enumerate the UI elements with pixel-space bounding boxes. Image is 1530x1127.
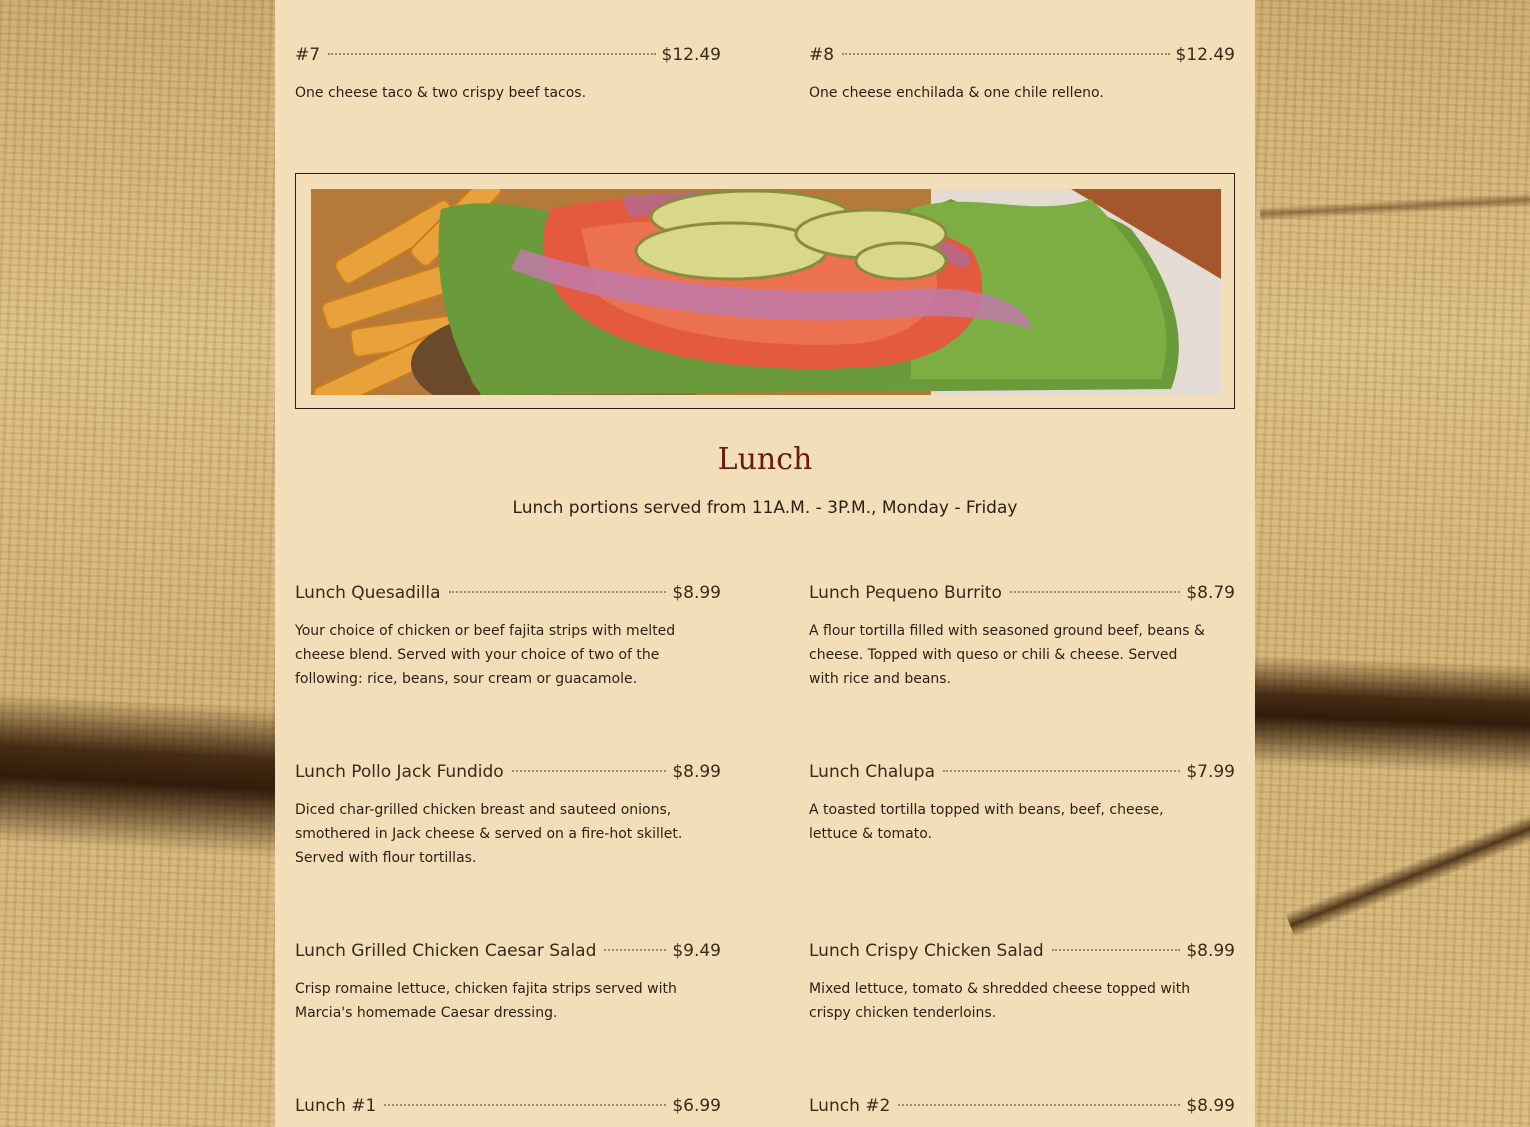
dotted-leader (842, 53, 1169, 55)
item-description: A toasted tortilla topped with beans, beef, cheese, lettuce & tomato. (809, 802, 1164, 842)
dotted-leader (898, 1104, 1180, 1106)
item-name: Lunch #1 (295, 1096, 377, 1116)
menu-item (809, 581, 1235, 691)
dotted-leader (328, 53, 655, 55)
menu-item (295, 1094, 721, 1118)
dotted-leader (384, 1104, 666, 1106)
item-price: $8.99 (672, 762, 721, 782)
menu-item (809, 1094, 1235, 1118)
item-price: $8.99 (1186, 941, 1235, 961)
dotted-leader (1010, 591, 1180, 593)
item-description: One cheese taco & two crispy beef tacos. (295, 85, 587, 101)
item-description: Diced char-grilled chicken breast and sauteed onions, smothered in Jack cheese & served on a fire-hot skillet. Served with flour tortillas. (295, 802, 683, 866)
item-price: $8.79 (1186, 583, 1235, 603)
menu-item (809, 43, 1235, 105)
item-description: Your choice of chicken or beef fajita strips with melted cheese blend. Served with your choice of two of the following: rice, beans, sour cream or guacamole. (295, 623, 676, 687)
menu-item (809, 760, 1235, 846)
banner-frame (295, 173, 1235, 409)
item-price: $9.49 (672, 941, 721, 961)
wood-background-decoration (1260, 193, 1530, 221)
item-price: $12.49 (661, 45, 721, 65)
item-description: Mixed lettuce, tomato & shredded cheese topped with crispy chicken tenderloins. (809, 981, 1191, 1021)
burger-photo (311, 189, 1221, 395)
menu-item (295, 43, 721, 105)
item-name: Lunch Pollo Jack Fundido (295, 762, 504, 782)
item-name: Lunch Grilled Chicken Caesar Salad (295, 941, 597, 961)
section-title: Lunch (717, 442, 813, 477)
menu-panel (275, 0, 1255, 1127)
item-price: $12.49 (1175, 45, 1235, 65)
item-price: $8.99 (1186, 1096, 1235, 1116)
item-name: Lunch Pequeno Burrito (809, 583, 1002, 603)
item-description: One cheese enchilada & one chile relleno. (809, 85, 1104, 101)
section-subtitle: Lunch portions served from 11A.M. - 3P.M., Monday - Friday (512, 498, 1018, 518)
menu-item (295, 760, 721, 870)
item-price: $7.99 (1186, 762, 1235, 782)
dotted-leader (449, 591, 667, 593)
item-description: Crisp romaine lettuce, chicken fajita strips served with Marcia's homemade Caesar dressing. (295, 981, 677, 1021)
item-name: Lunch #2 (809, 1096, 891, 1116)
item-name: Lunch Quesadilla (295, 583, 441, 603)
dotted-leader (604, 949, 666, 951)
dotted-leader (1052, 949, 1181, 951)
menu-item (809, 939, 1235, 1025)
item-name: #7 (295, 45, 321, 65)
item-description: A flour tortilla filled with seasoned ground beef, beans & cheese. Topped with queso or chili & cheese. Served with rice and beans. (809, 623, 1205, 687)
dotted-leader (512, 770, 667, 772)
wood-background-decoration (0, 693, 275, 857)
menu-item (295, 939, 721, 1025)
item-name: Lunch Chalupa (809, 762, 936, 782)
item-price: $6.99 (672, 1096, 721, 1116)
item-name: Lunch Crispy Chicken Salad (809, 941, 1044, 961)
item-price: $8.99 (672, 583, 721, 603)
wood-background-decoration (1255, 655, 1530, 775)
dotted-leader (943, 770, 1180, 772)
item-name: #8 (809, 45, 835, 65)
menu-item (295, 581, 721, 691)
wood-background-decoration (1285, 809, 1530, 938)
